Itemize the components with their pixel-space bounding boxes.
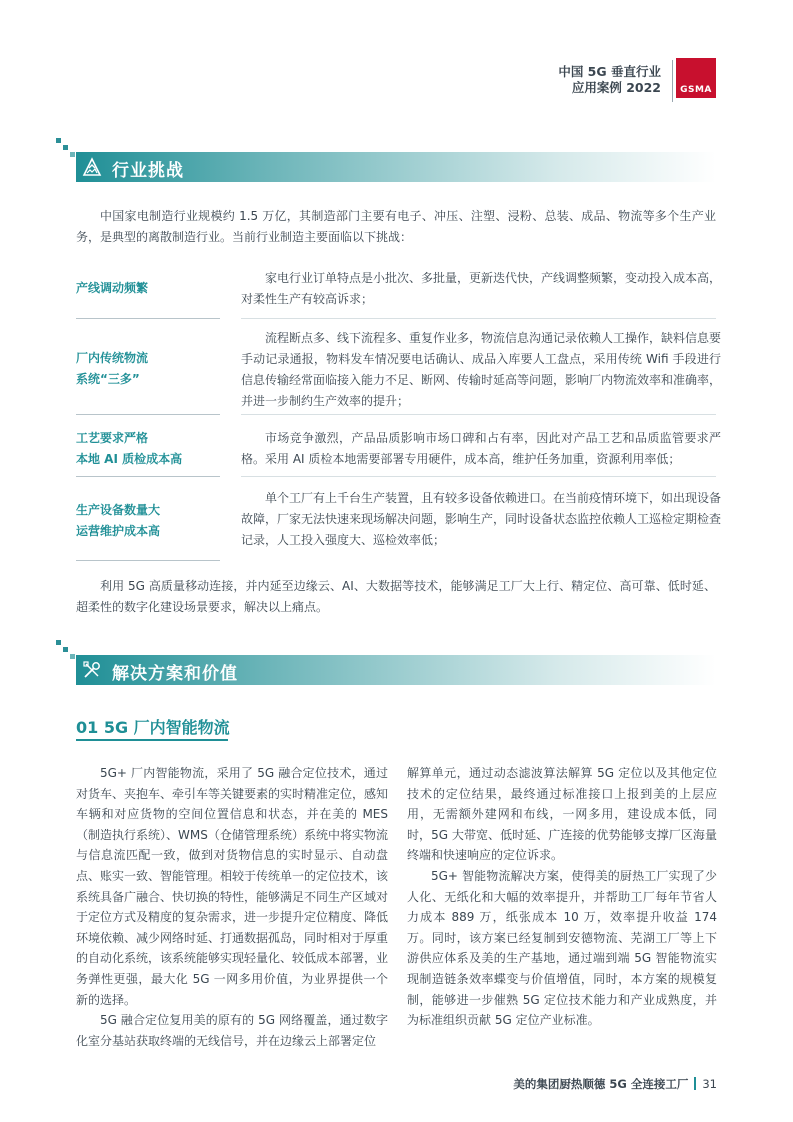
challenge-row — [76, 428, 721, 472]
gsma-logo-text: GSMA — [680, 85, 712, 95]
report-title-line2: 应用案例 2022 — [571, 80, 661, 95]
report-title — [461, 64, 661, 96]
challenge-label-line: 厂内传统物流 — [76, 351, 149, 365]
page-number: 31 — [702, 1077, 717, 1091]
challenge-label-line: 工艺要求严格 — [76, 431, 149, 445]
row-divider — [241, 414, 716, 415]
intro-paragraph: 中国家电制造行业规模约 1.5 万亿，其制造部门主要有电子、冲压、注塑、浸粉、总装、成品、物流等多个生产业务，是典型的离散制造行业。当前行业制造主要面临以下挑战： — [76, 209, 716, 244]
challenge-label-line: 产线调动频繁 — [76, 281, 149, 295]
summary-paragraph: 利用 5G 高质量移动连接，并内延至边缘云、AI、大数据等技术，能够满足工厂大上行、精定位、高可靠、低时延、超柔性的数字化建设场景要求，解决以上痛点。 — [76, 579, 716, 614]
left-column — [76, 763, 388, 1051]
row-divider — [76, 318, 220, 319]
subsection-heading: 01 5G 厂内智能物流 — [76, 718, 230, 737]
row-divider — [76, 414, 220, 415]
tools-icon — [82, 660, 102, 680]
challenge-label-line: 运营维护成本高 — [76, 524, 161, 538]
challenge-label-line: 生产设备数量大 — [76, 503, 161, 517]
challenge-label — [76, 278, 226, 299]
decor-dot — [63, 145, 68, 150]
decor-dot — [63, 647, 68, 652]
challenge-label — [76, 500, 226, 542]
challenge-label-line: 系统“三多” — [76, 372, 140, 386]
header-divider — [672, 60, 673, 102]
challenge-row — [76, 268, 721, 312]
section-heading-solution — [76, 655, 716, 685]
decor-dot — [56, 138, 61, 143]
gsma-logo — [676, 58, 716, 98]
challenge-label-line: 本地 AI 质检成本高 — [76, 452, 183, 466]
body-paragraph: 5G 融合定位复用美的原有的 5G 网络覆盖，通过数字化室分基站获取终端的无线信号，并在边缘云上部署定位 — [76, 1013, 388, 1048]
section-title: 行业挑战 — [112, 161, 184, 181]
challenge-description: 单个工厂有上千台生产装置，且有较多设备依赖进口。在当前疫情环境下，如出现设备故障，厂家无法快速来现场解决问题，影响生产，同时设备状态监控依赖人工巡检定期检查记录，人工投入强度大、巡检效率低； — [241, 491, 722, 547]
decor-dot — [70, 152, 75, 157]
warning-icon — [82, 157, 102, 177]
body-paragraph: 5G+ 厂内智能物流，采用了 5G 融合定位技术，通过对货车、夹抱车、牵引车等关键要素的实时精准定位，感知车辆和对应货物的空间位置信息和状态，并在美的 MES（制造执行系统）、WMS（仓储管理系统）系统中将实物流与信息流匹配一致，做到对货物信息的实时显示、自动盘点、账实一致、智能管理。相较于传统单一的定位技术，该系统具备广融合、快切换的特性，能够满足不同生产区域对于定位方式及精度的复杂需求，进一步提升定位精度、降低环境依赖、减少网络时延、打通数据孤岛，同时相对于厚重的自动化系统，该系统能够实现轻量化、较低成本部署，业务弹性更强，最大化 5G 一网多用价值，为业界提供一个新的选择。 — [76, 766, 389, 1007]
challenge-description: 市场竞争激烈，产品品质影响市场口碑和占有率，因此对产品工艺和品质监管要求严格。采用 AI 质检本地需要部署专用硬件，成本高，维护任务加重，资源利用率低； — [241, 431, 721, 466]
challenge-label — [76, 428, 226, 470]
page-footer — [513, 1076, 717, 1092]
row-divider — [76, 560, 220, 561]
challenge-description: 流程断点多、线下流程多、重复作业多，物流信息沟通记录依赖人工操作，缺料信息要手动记录通报，物料发车情况要电话确认、成品入库要人工盘点，采用传统 Wifi 手段进行信息传输经常面临接入能力不足、断网、传输时延高等问题，影响厂内物流效率和准确率，并进一步制约生产效率的提升； — [241, 331, 722, 408]
challenge-description: 家电行业订单特点是小批次、多批量，更新迭代快，产线调整频繁，变动投入成本高，对柔性生产有较高诉求； — [241, 271, 722, 306]
section-heading-challenges — [76, 152, 716, 182]
row-divider — [76, 476, 220, 477]
challenge-label — [76, 348, 226, 390]
body-paragraph: 解算单元，通过动态滤波算法解算 5G 定位以及其他定位技术的定位结果，最终通过标准接口上报到美的上层应用，无需额外建网和布线，一网多用，建设成本低，同时，5G 大带宽、低时延、广连接的优势能够支撑厂区海量终端和快速响应的定位诉求。 — [407, 766, 717, 863]
challenge-row — [76, 328, 721, 412]
row-divider — [241, 318, 716, 319]
page-header — [393, 52, 793, 104]
section-title: 解决方案和价值 — [112, 664, 238, 684]
decor-dot — [70, 654, 75, 659]
report-title-line1: 中国 5G 垂直行业 — [558, 64, 661, 79]
right-column — [407, 763, 717, 1031]
row-divider — [241, 476, 716, 477]
body-paragraph: 5G+ 智能物流解决方案，使得美的厨热工厂实现了少人化、无纸化和大幅的效率提升，并帮助工厂每年节省人力成本 889 万，纸张成本 10 万，效率提升收益 174 万。同时，该方案已经复制到安德物流、芜湖工厂等上下游供应体系及美的生产基地，通过端到端 5G 智能物流实现制造链条效率蝶变与价值增值，同时，本方案的规模复制，能够进一步催熟 5G 定位技术能力和产业成熟度，并为标准组织贡献 5G 定位产业标准。 — [407, 868, 717, 1028]
footer-divider — [694, 1077, 696, 1090]
footer-title: 美的集团厨热顺德 5G 全连接工厂 — [513, 1077, 689, 1091]
decor-dot — [56, 640, 61, 645]
subsection-underline — [76, 739, 228, 741]
challenge-row — [76, 488, 721, 552]
gsma-logo-grid — [679, 61, 713, 83]
